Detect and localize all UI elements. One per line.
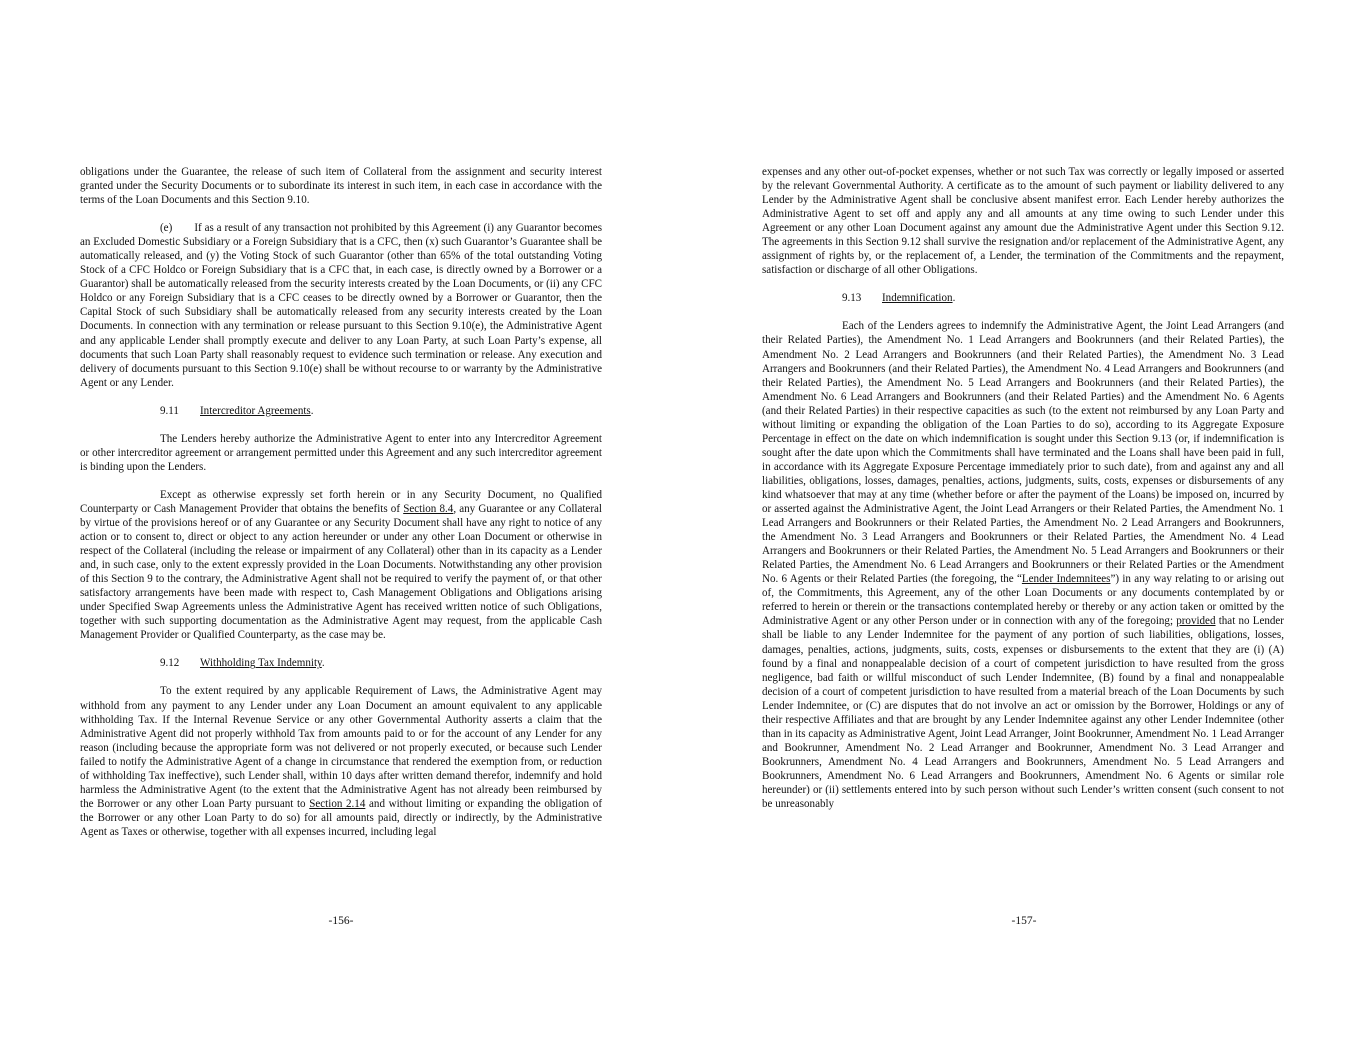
paragraph-continuation: expenses and any other out-of-pocket expenses, whether or not such Tax was correctly or legally imposed or asserted by the relevant Governmental Authority. A certificate as to the amount of such payment or liability delivered to any Lender by the Administrative Agent shall be conclusive absent manifest error. Each Lender hereby authorizes the Administrative Agent to set off and apply any and all amounts at any time owing to such Lender under this Agreement or any other Loan Document against any amount due the Administrative Agent under this Section 9.12. The agreements in this Section 9.12 shall survive the resignation and/or replacement of the Administrative Agent, any assignment of rights by, or the replacement of, a Lender, the termination of the Commitments and the repayment, satisfaction or discharge of all other Obligations.: [762, 166, 1284, 277]
section-number: 9.12: [160, 657, 180, 670]
paragraph-intercreditor: The Lenders hereby authorize the Administrative Agent to enter into any Intercreditor Agreement or other intercreditor agreement or arrangement permitted under this Agreement and any such intercreditor agreement is binding upon the Lenders.: [80, 432, 602, 473]
paragraph-withholding: [80, 684, 602, 839]
right-page-body: [762, 165, 1284, 825]
left-page-body: [80, 165, 602, 853]
defined-term: Lender Indemnitees: [1021, 573, 1111, 586]
paragraph-9-10-e: (e) If as a result of any transaction not prohibited by this Agreement (i) any Guarantor becomes an Excluded Domestic Subsidiary or a Foreign Subsidiary that is a CFC, then (x) such Guarantor’s Guarantee shall be automatically released, and (y) the Voting Stock of such Guarantor (other than 65% of the total outstanding Voting Stock of a CFC Holdco or Foreign Subsidiary that is a CFC that, in each case, is directly owned by a Borrower or a Guarantor) shall be automatically released from the security interests created by the Loan Documents, or (ii) any CFC Holdco or any Foreign Subsidiary that is a CFC ceases to be directly owned by a Borrower or Guarantor, then the Capital Stock of such Subsidiary shall be automatically released from any security interests created by the Loan Documents. In connection with any termination or release pursuant to this Section 9.10(e), the Administrative Agent and any applicable Lender shall promptly execute and deliver to any Loan Party, at such Loan Party’s expense, all documents that such Loan Party shall reasonably request to evidence such termination or release. Any execution and delivery of documents pursuant to this Section 9.10(e) shall be without recourse to or warranty by the Administrative Agent or any Lender.: [80, 222, 602, 389]
text-run: that no Lender shall be liable to any Lender Indemnitee for the payment of any portion of such liabilities, obligations, losses, damages, penalties, actions, judgments, suits, costs, expenses or disbursements to the extent that they are (i) (A) found by a final and nonappealable decision of a court of competent jurisdiction to have resulted from the gross negligence, bad faith or willful misconduct of such Lender Indemnitee, (B) found by a final and nonappealable decision of a court of competent jurisdiction to have resulted from a material breach of the Loan Documents by such Lender Indemnitee, or (C) are disputes that do not involve an act or omission by the Borrower, Holdings or any of their respective Affiliates and that are brought by any Lender Indemnitee against any other Lender Indemnitee (other than in its capacity as Administrative Agent, Joint Lead Arranger, Joint Bookrunner, Amendment No. 1 Lead Arranger and Bookrunner, Amendment No. 2 Lead Arranger and Bookrunner, Amendment No. 3 Lead Arranger and Bookrunners, Amendment No. 4 Lead Arrangers and Bookrunners, Amendment No. 5 Lead Arrangers and Bookrunners, Amendment No. 6 Lead Arrangers and Bookrunners, Amendment No. 6 Agents or similar role hereunder) or (ii) settlements entered into by such person without such Lender’s written consent (such consent to not be unreasonably: [762, 615, 1284, 811]
text-run: Each of the Lenders agrees to indemnify the Administrative Agent, the Joint Lead Arrangers (and their Related Parties), the Amendment No. 1 Lead Arrangers and Bookrunners (and their Related Parties), the Amendment No. 2 Lead Arrangers and Bookrunners (and their Related Parties), the Amendment No. 3 Lead Arrangers and Bookrunners (and their Related Parties), the Amendment No. 4 Lead Arrangers and Bookrunners (and their Related Parties), the Amendment No. 5 Lead Arrangers and Bookrunners (and their Related Parties), the Amendment No. 6 Lead Arrangers and Bookrunners (and their Related Parties) and the Amendment No. 6 Agents (and their Related Parties) in their respective capacities as such (to the extent not reimbursed by any Loan Party and without limiting or expanding the obligation of the Loan Parties to do so), according to its Aggregate Exposure Percentage in effect on the date on which indemnification is sought under this Section 9.13 (or, if indemnification is sought after the date upon which the Commitments shall have terminated and the Loans shall have been paid in full, in accordance with its Aggregate Exposure Percentage immediately prior to such date), from and against any and all liabilities, obligations, losses, damages, penalties, actions, judgments, suits, costs, expenses or disbursements of any kind whatsoever that may at any time (whether before or after the payment of the Loans) be imposed on, incurred by or asserted against the Administrative Agent, the Joint Lead Arrangers or their Related Parties, the Amendment No. 1 Lead Arrangers and Bookrunners or their Related Parties, the Amendment No. 2 Lead Arrangers and Bookrunners, the Amendment No. 3 Lead Arrangers and Bookrunners or their Related Parties, the Amendment No. 4 Lead Arrangers and Bookrunners or their Related Parties, the Amendment No. 5 Lead Arrangers and Bookrunners or their Related Parties, the Amendment No. 6 Lead Arrangers and Bookrunners or their Related Parties or the Amendment No. 6 Agents or their Related Parties (the foregoing, the “: [762, 320, 1284, 586]
section-heading-9-11: 9.11 Intercreditor Agreements.: [160, 404, 314, 417]
text-run: To the extent required by any applicable Requirement of Laws, the Administrative Agent may withhold from any payment to any Lender under any Loan Document an amount equivalent to any applicable withholding Tax. If the Internal Revenue Service or any other Governmental Authority asserts a claim that the Administrative Agent did not properly withhold Tax from amounts paid to or for the account of any Lender for any reason (including because the appropriate form was not delivered or not properly executed, or because such Lender failed to notify the Administrative Agent of a change in circumstance that rendered the exemption from, or reduction of withholding Tax ineffective), such Lender shall, within 10 days after written demand therefor, indemnify and hold harmless the Administrative Agent (to the extent that the Administrative Agent has not already been reimbursed by the Borrower or any other Loan Party pursuant to: [80, 685, 602, 810]
section-reference-link: Section 2.14: [309, 797, 366, 810]
paragraph-qualified-counterparty: [80, 488, 602, 643]
section-heading-9-12: 9.12 Withholding Tax Indemnity.: [160, 657, 325, 670]
text-run: ”) in any way relating to or arising out of, the Commitments, this Agreement, any of the other Loan Documents or any documents contemplated by or referred to herein or therein or the transactions contemplated hereby or thereby or any action taken or omitted by the Administrative Agent or any other Person under or in connection with any of the foregoing;: [762, 573, 1285, 628]
page-number: -157-: [1011, 915, 1037, 927]
left-page: [0, 0, 682, 1055]
proviso-term: provided: [1176, 615, 1216, 628]
text-run: and without limiting or expanding the obligation of the Borrower or any other Loan Party to do so) for all amounts paid, directly or indirectly, by the Administrative Agent as Taxes or otherwise, together with all expenses incurred, including legal: [80, 797, 603, 838]
section-number: 9.11: [160, 404, 179, 417]
section-reference-link: Section 8.4: [403, 502, 454, 515]
text-run: , any Guarantee or any Collateral by virtue of the provisions hereof or of any Guarantee or any Security Document shall have any right to notice of any action or to consent to, direct or object to any action hereunder or under any other Loan Document or otherwise in respect of the Collateral (including the release or impairment of any Collateral) other than in its capacity as a Lender and, in such case, only to the extent expressly provided in the Loan Documents. Notwithstanding any other provision of this Section 9 to the contrary, the Administrative Agent shall not be required to verify the payment of, or that other satisfactory arrangements have been made with respect to, Cash Management Obligations and Obligations arising under Specified Swap Agreements unless the Administrative Agent has received written notice of such Obligations, together with such supporting documentation as the Administrative Agent may request, from the applicable Cash Management Provider or Qualified Counterparty, as the case may be.: [80, 502, 602, 642]
paragraph-indemnification: [762, 319, 1284, 811]
section-title: Indemnification: [882, 292, 953, 305]
section-title: Withholding Tax Indemnity: [200, 657, 322, 670]
section-title: Intercreditor Agreements: [200, 404, 311, 417]
section-number: 9.13: [842, 292, 862, 305]
right-page: [683, 0, 1365, 1055]
paragraph-continuation: obligations under the Guarantee, the release of such item of Collateral from the assignment and security interest granted under the Security Documents or to subordinate its interest in such item, in each case in accordance with the terms of the Loan Documents and this Section 9.10.: [80, 166, 602, 207]
text-run: Except as otherwise expressly set forth herein or in any Security Document, no Qualified Counterparty or Cash Management Provider that obtains the benefits of: [80, 488, 602, 515]
page-number: -156-: [328, 915, 354, 927]
section-heading-9-13: 9.13 Indemnification.: [842, 292, 956, 305]
